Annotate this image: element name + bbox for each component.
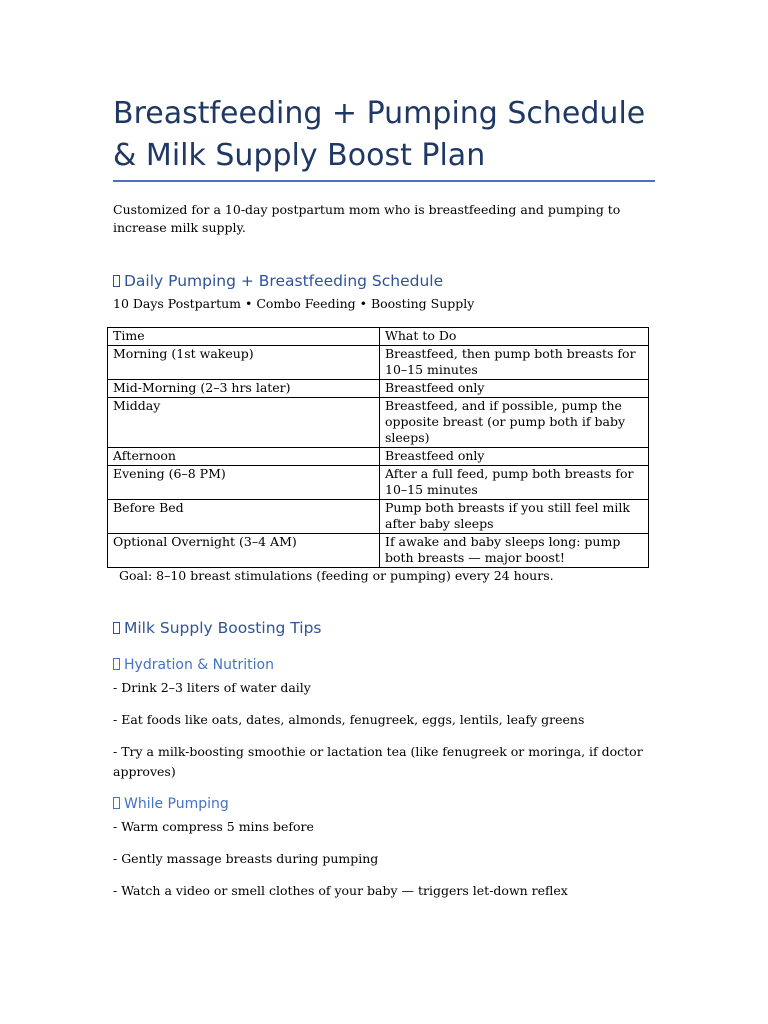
list-item: - Eat foods like oats, dates, almonds, fenugreek, eggs, lentils, leafy greens (113, 712, 585, 727)
table-cell-action: If awake and baby sleeps long: pump both breasts — major boost! (380, 534, 649, 568)
missing-glyph-icon (113, 275, 120, 287)
hydration-heading (113, 657, 274, 673)
intro-paragraph: Customized for a 10-day postpartum mom who is breastfeeding and pumping to increase milk supply. (113, 202, 621, 235)
table-cell-time: Afternoon (108, 448, 380, 466)
table-cell-action: Breastfeed only (380, 448, 649, 466)
table-row (108, 398, 649, 448)
table-cell-time: Midday (108, 398, 380, 448)
schedule-heading-text: Daily Pumping + Breastfeeding Schedule (124, 272, 444, 290)
goal-note: Goal: 8–10 breast stimulations (feeding or pumping) every 24 hours. (119, 568, 554, 583)
table-header-what: What to Do (380, 328, 649, 346)
schedule-subtitle: 10 Days Postpartum • Combo Feeding • Boosting Supply (113, 296, 475, 311)
document-title: Breastfeeding + Pumping Schedule & Milk Supply Boost Plan (113, 96, 646, 173)
table-cell-action: Pump both breasts if you still feel milk after baby sleeps (380, 500, 649, 534)
list-item: - Watch a video or smell clothes of your baby — triggers let-down reflex (113, 883, 568, 898)
list-item: - Try a milk-boosting smoothie or lactation tea (like fenugreek or moringa, if doctor approves) (113, 744, 643, 779)
list-item: - Gently massage breasts during pumping (113, 851, 379, 866)
schedule-table (107, 327, 649, 568)
table-cell-time: Mid-Morning (2–3 hrs later) (108, 380, 380, 398)
table-cell-action: Breastfeed, and if possible, pump the opposite breast (or pump both if baby sleeps) (380, 398, 649, 448)
title-divider (113, 180, 655, 182)
table-header-row (108, 328, 649, 346)
pumping-heading-text: While Pumping (124, 796, 229, 812)
table-row (108, 534, 649, 568)
tips-heading (113, 619, 322, 637)
table-cell-time: Evening (6–8 PM) (108, 466, 380, 500)
table-cell-action: Breastfeed only (380, 380, 649, 398)
hydration-heading-text: Hydration & Nutrition (124, 657, 274, 673)
list-item: - Drink 2–3 liters of water daily (113, 680, 311, 695)
pumping-heading (113, 796, 229, 812)
table-header-time: Time (108, 328, 380, 346)
table-row (108, 500, 649, 534)
table-row (108, 346, 649, 380)
missing-glyph-icon (113, 658, 120, 670)
table-row (108, 466, 649, 500)
table-cell-time: Before Bed (108, 500, 380, 534)
tips-heading-text: Milk Supply Boosting Tips (124, 619, 322, 637)
table-cell-time: Optional Overnight (3–4 AM) (108, 534, 380, 568)
table-cell-action: After a full feed, pump both breasts for 10–15 minutes (380, 466, 649, 500)
missing-glyph-icon (113, 797, 120, 809)
schedule-heading (113, 272, 443, 290)
table-cell-time: Morning (1st wakeup) (108, 346, 380, 380)
table-row (108, 448, 649, 466)
list-item: - Warm compress 5 mins before (113, 819, 314, 834)
table-cell-action: Breastfeed, then pump both breasts for 10–15 minutes (380, 346, 649, 380)
table-row (108, 380, 649, 398)
missing-glyph-icon (113, 622, 120, 634)
